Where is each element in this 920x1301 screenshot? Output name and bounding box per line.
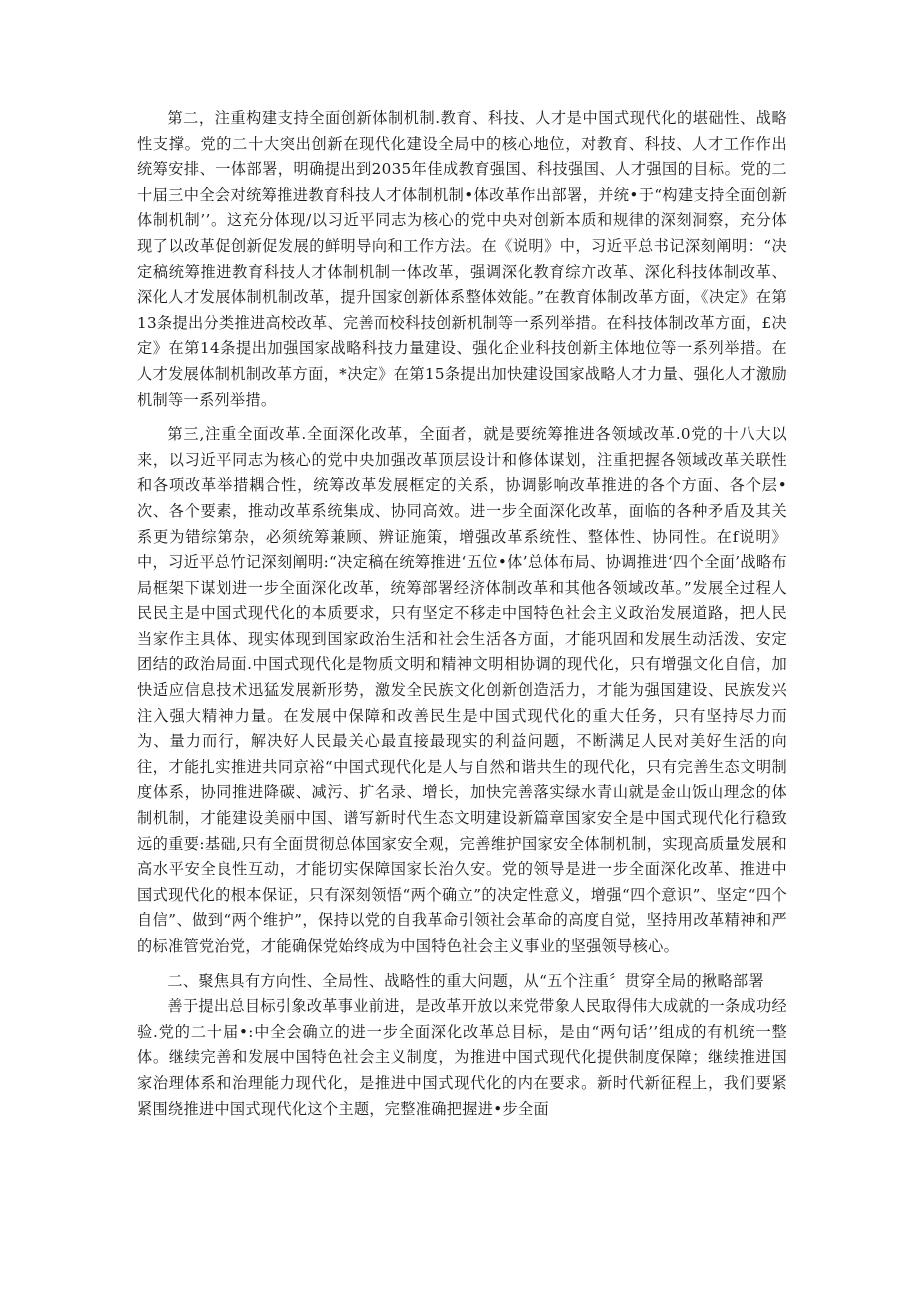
paragraph-innovation-mechanism: 第二，注重构建支持全面创新体制机制.教育、科技、人才是中国式现代化的堪础性、战略性支撑。党的二十大突出创新在现代化建设全局中的核心地位，对教育、科技、人才工作作出统筹安排、一体部署，明确提出到2035年佳成教育强国、科技强国、人才强国的目标。党的二十届三中全会对统筹推进教育科技人才体制机制•体改革作出部署，并统•于“构建支持全面创新体制机制’’。这充分体现/以习近平同志为核心的党中央对创新本质和规律的深刻洞察，充分体现了以改革促创新促发展的鲜明导向和工作方法。在《说明》中，习近平总书记深刻阐明：“决定稿统筹推进教育科技人才体制机制一体改革，强调深化教育综亣改革、深化科技体制改革、深化人才发展体制机制改革，提升国家创新体系整体效能。”在教育体制改革方面，《决定》在第13条提出分类推进高校改革、完善而校科技创新机制等一系列举措。在科技体制改革方面，£决定》在第14条提出加强国家战略科技力量建设、强化企业科技创新主体地位等一系列举措。在人才发展体制机制改革方面，*决定》在第15条提出加快建设国家战略人才力量、强化人才激励机制等一系列举措。 bbox=[137, 109, 787, 409]
paragraph-comprehensive-reform: 第三,注重全面改革.全面深化改革，全面者，就是要统筹推进各领域改革.0党的十八大以来，以习近平同志为核心的党中央加强改革顶层设计和修体谋划，注重把握各领域改革关联性和各项改革举措耦合性，统筹改革发展框定的关系，协调影响改革推进的各个方面、各个层•次、各个要素，推动改革系统集成、协同高效。进一步全面深化改革，面临的各种矛盾及其关系更为错综第杂，必须统筹兼顾、辨证施策，增强改革系统性、整体性、协同性。在f说明》中，习近平总竹记深刻阐明:“决定稿在统筹推进‘五位•体’总体布局、协调推进‘四个全面’战略布局框架下谋划进一步全面深化改革，统筹部署经济体制改革和其他各领域改革。”发展全过程人民民主是中国式现代化的本质要求，只有坚定不移走中国特色社会主义政治发展道路，把人民当家作主具体、现实体现到国家政治生活和社会生活各方面，才能巩固和发展生动活泼、安定团结的政治局面.中国式现代化是物质文明和精神文明相协调的现代化，只有增强文化自信，加快适应信息技术迅猛发展新形势，激发全民族文化创新创造活力，才能为强国建设、民族发兴注入强大精神力量。在发展中保障和改善民生是中国式现代化的重大任务，只有坚持尽力而为、量力而行，解决好人民最关心最直接最现实的利益问题，不断满足人民对美好生活的向往，才能扎实推进共同京裕“中国式现代化是人与自然和谐共生的现代化，只有完善生态文明制度体系，协同推进降碳、减污、扩名录、增长，加快完善落实绿水青山就是金山饭山理念的体制机制，才能建设美丽中国、谱写新时代生态文明建设新篇章国家安全是中国式现代化行稳致远的重要:基础,只有全面贯彻总体国家安全观，完善维护国家安全体制机制，实现高质量发展和高水平安全良性互动，才能切实保障国家长治久安。党的领导是进一步全面深化改革、推进中国式现代化的根本保证，只有深刻领悟“两个确立”的决定性意义，增强“四个意识”、坚定“四个自信”、做到“两个维护”，保持以党的自我革命引领社会革命的高度自觉，坚持用改革精神和严的标准管党治党，才能确保党始终成为中国特色社会主义事业的坚强领导核心。 bbox=[137, 425, 787, 955]
document-body bbox=[137, 106, 787, 1122]
paragraph-overall-goal: 善于提出总目标引象改革事业前进，是改革开放以来党带象人民取得伟大成就的一条成功经验.党的二十届•:中全会确立的进一步全面深化改革总目标，是由“两句话’’组成的有机统一整体。继续完善和发展中国特色社会主义制度，为推进中国式现代化提供制度保障；继续推进国家治理体系和治理能力现代化，是推进中国式现代化的内在要求。新时代新征程上，我们要紧紧围绕推进中国式现代化这个主题，完整准确把握进•步全面 bbox=[137, 997, 787, 1118]
section-heading: 二、聚焦具有方向性、全局性、战略性的重大问题，从“五个注重〞贯穿全局的揪略部署 bbox=[167, 971, 764, 990]
